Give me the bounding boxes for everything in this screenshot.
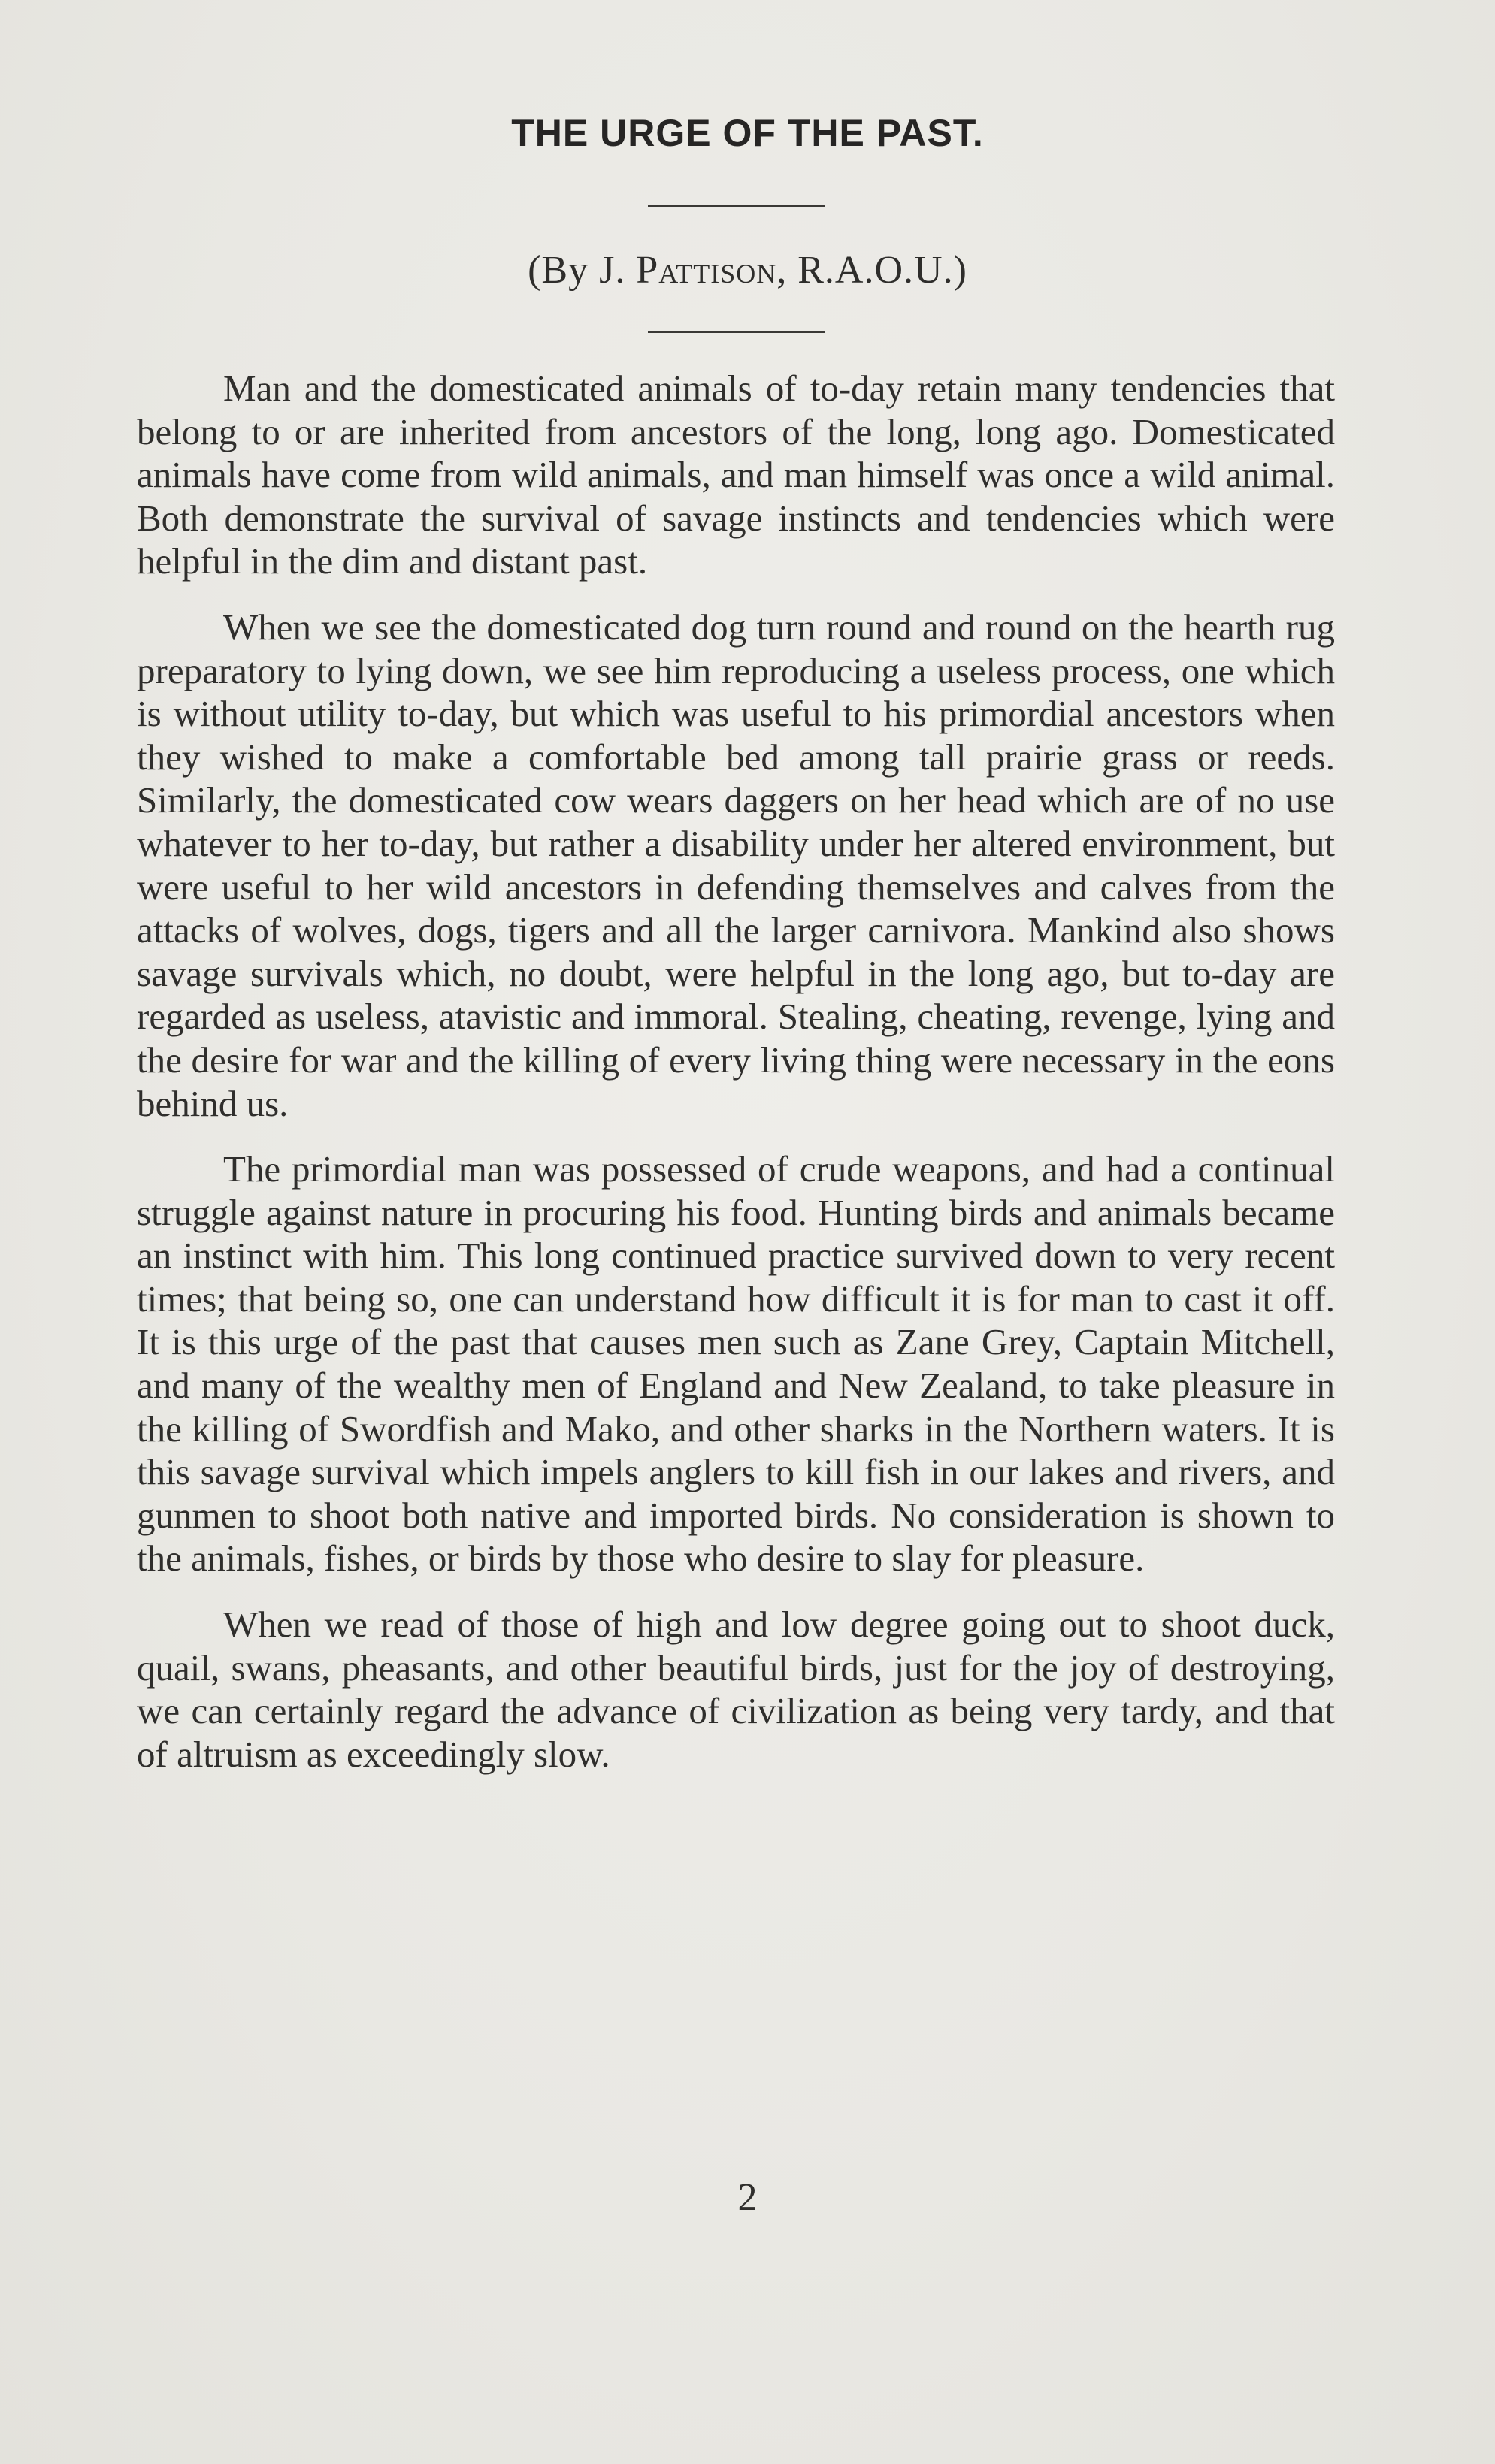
paragraph-3: The primordial man was possessed of crude weapons, and had a continual struggle against nature in procuring his food. Hunting birds and animals became an instinct with him. This long continued practice survived down to very recent times; that being so, one can understand how difficult it is for man to cast it off. It is this urge of the past that causes men such as Zane Grey, Captain Mitchell, and many of the wealthy men of England and New Zealand, to take pleasure in the killing of Swordfish and Mako, and other sharks in the Northern waters. It is this savage survival which impels anglers to kill fish in our lakes and rivers, and gunmen to shoot both native and imported birds. No consideration is shown to the animals, fishes, or birds by those who desire to slay for pleasure.: [137, 1148, 1335, 1580]
article-title: THE URGE OF THE PAST.: [511, 112, 984, 154]
author-byline: [0, 248, 1495, 292]
page-number: 2: [737, 2176, 758, 2219]
paragraph-1: Man and the domesticated animals of to-day retain many tendencies that belong to or are inherited from ancestors of the long, long ago. Domesticated animals have come from wild animals, and man himself was once a wild animal. Both demonstrate the survival of savage instincts and tendencies which were helpful in the dim and distant past.: [137, 367, 1335, 582]
paragraph-4: When we read of those of high and low degree going out to shoot duck, quail, swans, pheasants, and other beautiful birds, just for the joy of destroying, we can certainly regard the advance of civilization as being very tardy, and that of altruism as exceedingly slow.: [137, 1604, 1335, 1775]
author-name: Pattison: [636, 249, 777, 292]
byline-prefix: (By J.: [528, 249, 637, 292]
article-body: [137, 367, 1335, 1798]
title-rule-bottom: [648, 331, 825, 333]
byline-suffix: , R.A.O.U.): [776, 249, 967, 292]
paragraph-2: When we see the domesticated dog turn round and round on the hearth rug preparatory to lying down, we see him reproducing a useless process, one which is without utility to-day, but which was useful to his primordial ancestors when they wished to make a comfortable bed among tall prairie grass or reeds. Similarly, the domesticated cow wears daggers on her head which are of no use whatever to her to-day, but rather a disability under her altered environment, but were useful to her wild ancestors in defending themselves and calves from the attacks of wolves, dogs, tigers and all the larger carnivora. Mankind also shows savage survivals which, no doubt, were helpful in the long ago, but to-day are regarded as useless, atavistic and immoral. Stealing, cheating, revenge, lying and the desire for war and the killing of every living thing were necessary in the eons behind us.: [137, 606, 1335, 1124]
title-rule-top: [648, 205, 825, 207]
